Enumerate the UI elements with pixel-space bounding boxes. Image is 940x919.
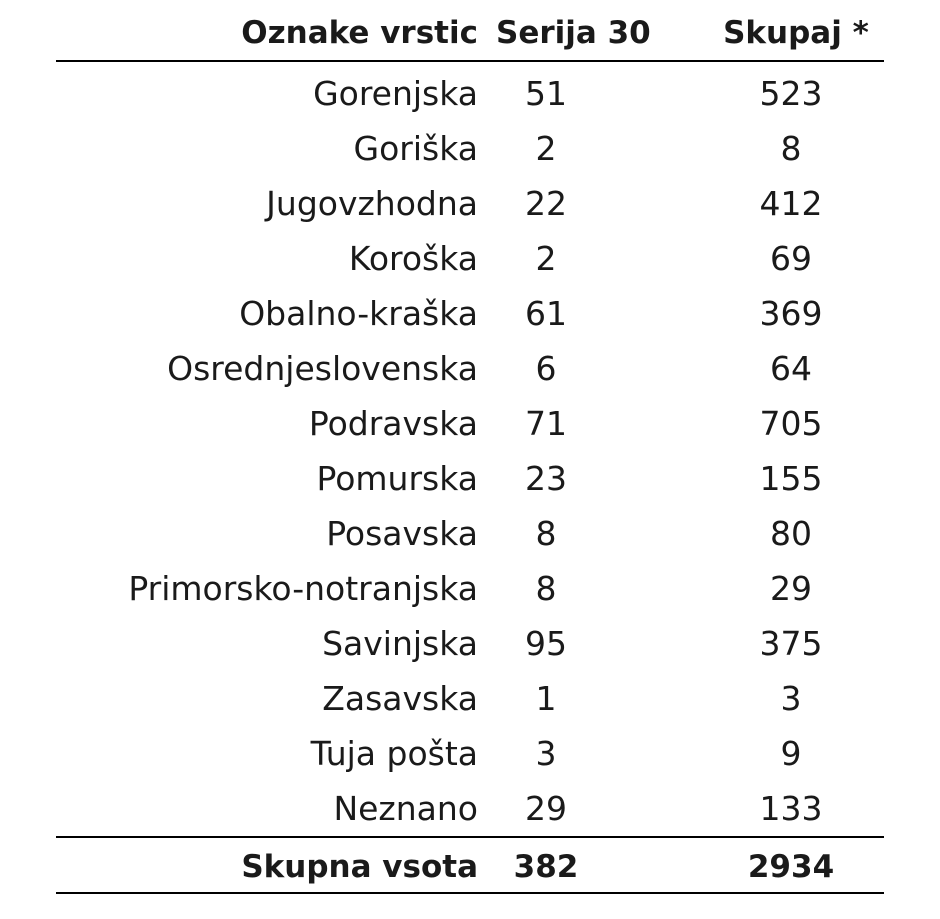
row-label: Osrednjeslovenska [167, 349, 478, 388]
row-label: Savinjska [322, 624, 478, 663]
row-total: 705 [759, 404, 823, 443]
row-series-30: 23 [525, 459, 567, 498]
row-label: Neznano [333, 789, 478, 828]
row-series-30: 2 [535, 129, 557, 168]
row-series-30: 8 [535, 569, 557, 608]
row-series-30: 71 [525, 404, 567, 443]
row-total: 64 [770, 349, 812, 388]
table-row [56, 121, 884, 176]
table-row [56, 231, 884, 286]
header-total: Skupaj * [723, 15, 869, 51]
row-label: Podravska [308, 404, 478, 443]
row-total: 8 [780, 129, 802, 168]
table-row [56, 616, 884, 671]
row-total: 3 [780, 679, 802, 718]
row-series-30: 29 [525, 789, 567, 828]
pivot-table [56, 2, 884, 894]
table-footer-row [56, 836, 884, 894]
row-series-30: 95 [525, 624, 567, 663]
row-total: 9 [780, 734, 802, 773]
row-label: Primorsko-notranjska [128, 569, 478, 608]
table-row [56, 781, 884, 836]
row-label: Tuja pošta [310, 734, 478, 773]
header-row-labels: Oznake vrstic [241, 15, 478, 51]
table-row [56, 726, 884, 781]
row-total: 69 [770, 239, 812, 278]
row-label: Obalno-kraška [239, 294, 478, 333]
table-row [56, 671, 884, 726]
table-row [56, 176, 884, 231]
row-total: 523 [759, 74, 823, 113]
row-series-30: 51 [525, 74, 567, 113]
row-series-30: 8 [535, 514, 557, 553]
table-row [56, 286, 884, 341]
row-series-30: 2 [535, 239, 557, 278]
row-series-30: 3 [535, 734, 557, 773]
row-series-30: 6 [535, 349, 557, 388]
row-total: 369 [759, 294, 823, 333]
row-total: 155 [759, 459, 823, 498]
row-label: Gorenjska [313, 74, 478, 113]
row-label: Pomurska [316, 459, 478, 498]
row-label: Jugovzhodna [266, 184, 478, 223]
footer-label: Skupna vsota [241, 849, 478, 885]
row-total: 29 [770, 569, 812, 608]
table-row [56, 561, 884, 616]
row-total: 375 [759, 624, 823, 663]
row-series-30: 1 [535, 679, 557, 718]
footer-series-30: 382 [513, 849, 579, 885]
row-total: 80 [770, 514, 812, 553]
row-total: 133 [759, 789, 823, 828]
footer-total: 2934 [747, 849, 835, 885]
row-label: Zasavska [322, 679, 478, 718]
table-header-row [56, 2, 884, 62]
row-series-30: 61 [525, 294, 567, 333]
table-row [56, 396, 884, 451]
row-label: Posavska [326, 514, 478, 553]
row-total: 412 [759, 184, 823, 223]
table-body [56, 66, 884, 836]
table-row [56, 341, 884, 396]
row-label: Koroška [348, 239, 478, 278]
row-series-30: 22 [525, 184, 567, 223]
header-series-30: Serija 30 [496, 15, 651, 51]
table-row [56, 451, 884, 506]
table-row [56, 506, 884, 561]
table-row [56, 66, 884, 121]
row-label: Goriška [353, 129, 478, 168]
